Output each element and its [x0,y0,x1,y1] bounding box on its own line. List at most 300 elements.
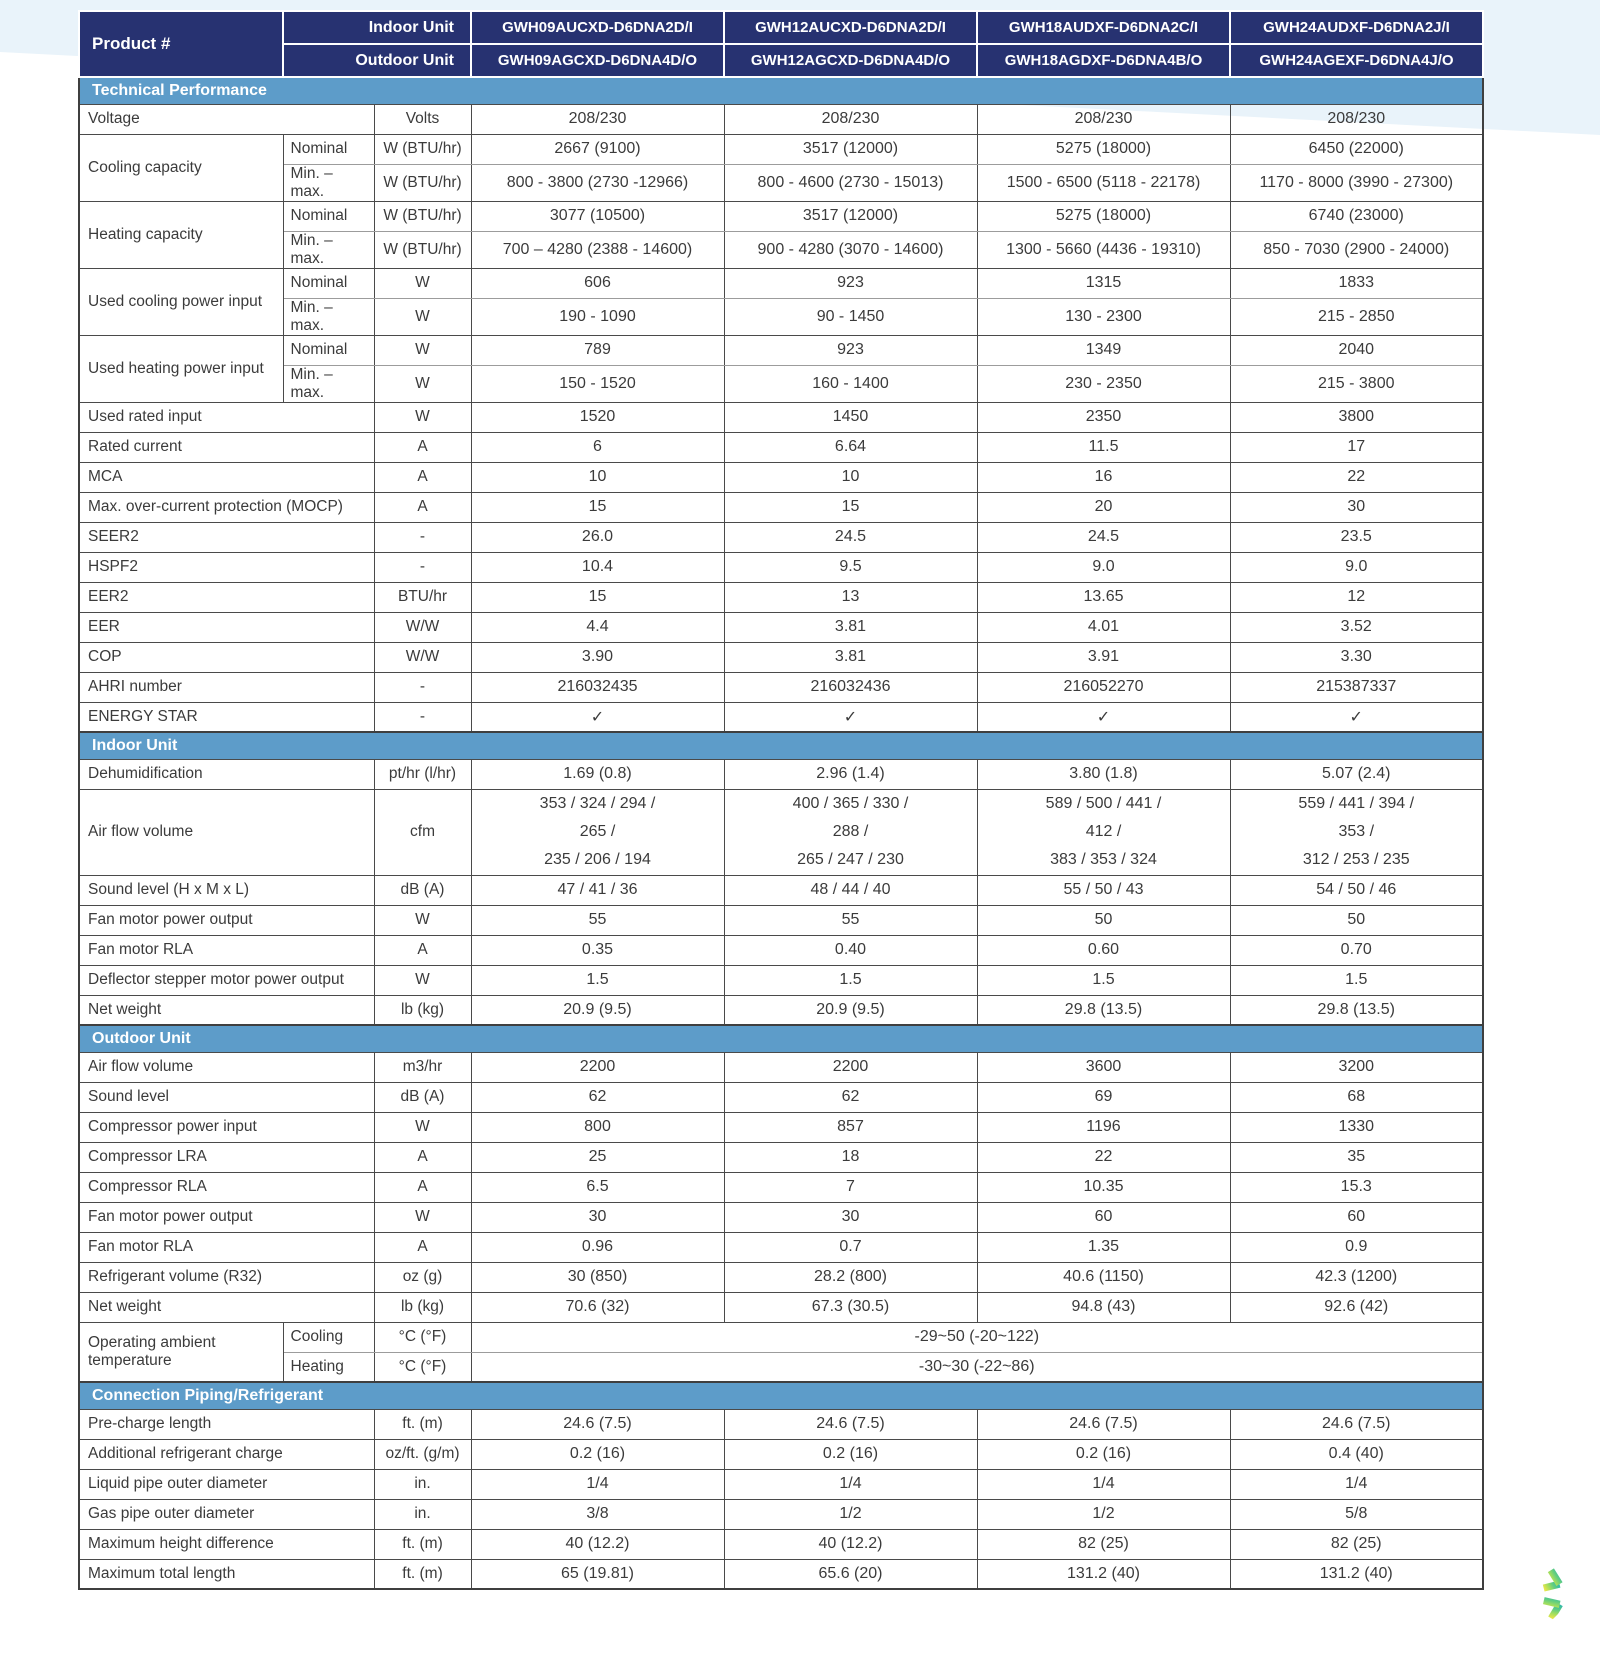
section-title: Indoor Unit [79,732,1483,759]
row-label: Dehumidification [79,759,374,789]
value-cell: 1196 [977,1112,1230,1142]
table-header [79,11,1483,77]
row-label: Used heating power input [79,335,283,402]
value-cell: 12 [1230,582,1483,612]
unit-cell: lb (kg) [374,1292,471,1322]
table-row [79,164,1483,201]
value-cell: 1450 [724,402,977,432]
table-row [79,402,1483,432]
value-cell: 1/2 [977,1499,1230,1529]
row-label: ENERGY STAR [79,702,374,732]
row-label: Fan motor RLA [79,1232,374,1262]
table-row [79,1112,1483,1142]
value-cell: 800 [471,1112,724,1142]
unit-cell: °C (°F) [374,1322,471,1352]
value-cell: 9.0 [1230,552,1483,582]
value-cell: 923 [724,268,977,298]
value-cell: 10 [724,462,977,492]
value-cell: 3.81 [724,642,977,672]
section-header-row [79,77,1483,104]
value-cell: 3517 (12000) [724,134,977,164]
unit-cell: - [374,552,471,582]
value-cell: 13.65 [977,582,1230,612]
value-cell: 0.9 [1230,1232,1483,1262]
unit-cell: ft. (m) [374,1559,471,1589]
value-cell: 3200 [1230,1052,1483,1082]
value-cell: 6.5 [471,1172,724,1202]
value-cell: 0.40 [724,935,977,965]
value-cell: 150 - 1520 [471,365,724,402]
value-cell: 2200 [724,1052,977,1082]
value-cell: 50 [977,905,1230,935]
table-row [79,1082,1483,1112]
value-cell: 48 / 44 / 40 [724,875,977,905]
value-cell: 24.5 [724,522,977,552]
value-cell: 24.6 (7.5) [724,1409,977,1439]
value-cell: 1/4 [471,1469,724,1499]
value-cell: 60 [977,1202,1230,1232]
value-cell: 24.6 (7.5) [471,1409,724,1439]
row-label: Compressor RLA [79,1172,374,1202]
row-sublabel: Nominal [283,134,374,164]
row-label: Used cooling power input [79,268,283,335]
row-label: Rated current [79,432,374,462]
unit-cell: m3/hr [374,1052,471,1082]
indoor-model-3: GWH18AUDXF-D6DNA2C/I [977,11,1230,44]
value-cell: 82 (25) [1230,1529,1483,1559]
unit-cell: oz (g) [374,1262,471,1292]
value-cell: 800 - 4600 (2730 - 15013) [724,164,977,201]
unit-cell: A [374,462,471,492]
table-row [79,905,1483,935]
table-row [79,492,1483,522]
value-cell: ✓ [977,702,1230,732]
value-cell [724,789,977,875]
unit-cell: ft. (m) [374,1529,471,1559]
table-row [79,134,1483,164]
value-cell: 900 - 4280 (3070 - 14600) [724,231,977,268]
row-label: Additional refrigerant charge [79,1439,374,1469]
table-row [79,1172,1483,1202]
table-row [79,1232,1483,1262]
section-title: Technical Performance [79,77,1483,104]
value-cell: 1.5 [977,965,1230,995]
value-line: 589 / 500 / 441 / [1045,795,1162,812]
snowflake-sun-logo [1524,1534,1600,1654]
unit-cell: A [374,935,471,965]
row-label: COP [79,642,374,672]
unit-cell: W [374,298,471,335]
value-cell: 215387337 [1230,672,1483,702]
value-cell: 6740 (23000) [1230,201,1483,231]
value-cell: 2667 (9100) [471,134,724,164]
value-cell: 0.60 [977,935,1230,965]
unit-cell: W [374,365,471,402]
section-title: Outdoor Unit [79,1025,1483,1052]
value-cell: 24.5 [977,522,1230,552]
value-cell: 40.6 (1150) [977,1262,1230,1292]
row-label: Fan motor power output [79,905,374,935]
value-cell: 923 [724,335,977,365]
value-cell: 15 [471,492,724,522]
unit-cell: W [374,905,471,935]
row-label: Gas pipe outer diameter [79,1499,374,1529]
value-cell: 10.35 [977,1172,1230,1202]
value-line: 312 / 253 / 235 [1302,851,1410,868]
value-cell: 9.0 [977,552,1230,582]
value-cell: 26.0 [471,522,724,552]
row-label: Heating capacity [79,201,283,268]
unit-cell: pt/hr (l/hr) [374,759,471,789]
value-cell: 1.5 [1230,965,1483,995]
row-label: Refrigerant volume (R32) [79,1262,374,1292]
value-cell: 65.6 (20) [724,1559,977,1589]
value-cell: 92.6 (42) [1230,1292,1483,1322]
row-label: Air flow volume [79,1052,374,1082]
value-cell: 2350 [977,402,1230,432]
value-cell: 0.70 [1230,935,1483,965]
value-cell: 54 / 50 / 46 [1230,875,1483,905]
value-cell: 65 (19.81) [471,1559,724,1589]
unit-cell: W/W [374,612,471,642]
value-cell: 42.3 (1200) [1230,1262,1483,1292]
value-cell: 0.2 (16) [977,1439,1230,1469]
indoor-model-2: GWH12AUCXD-D6DNA2D/I [724,11,977,44]
value-cell: 24.6 (7.5) [977,1409,1230,1439]
unit-cell: W [374,1202,471,1232]
row-label: EER [79,612,374,642]
value-cell: 40 (12.2) [724,1529,977,1559]
value-cell: 3/8 [471,1499,724,1529]
value-cell: 30 [471,1202,724,1232]
unit-cell: A [374,432,471,462]
value-cell: 1349 [977,335,1230,365]
unit-cell: ft. (m) [374,1409,471,1439]
table-row [79,612,1483,642]
row-label: Sound level [79,1082,374,1112]
table-row [79,1322,1483,1352]
value-cell: 789 [471,335,724,365]
value-cell: 15 [724,492,977,522]
value-cell: 29.8 (13.5) [977,995,1230,1025]
value-cell: 850 - 7030 (2900 - 24000) [1230,231,1483,268]
value-cell: 1833 [1230,268,1483,298]
value-cell: 131.2 (40) [1230,1559,1483,1589]
value-cell: 11.5 [977,432,1230,462]
value-cell: 2.96 (1.4) [724,759,977,789]
table-row [79,1292,1483,1322]
row-label: Net weight [79,995,374,1025]
unit-cell: W/W [374,642,471,672]
value-cell: 6.64 [724,432,977,462]
value-cell: 0.96 [471,1232,724,1262]
unit-cell: W [374,402,471,432]
indoor-model-4: GWH24AUDXF-D6DNA2J/I [1230,11,1483,44]
indoor-unit-label: Indoor Unit [283,11,471,44]
table-row [79,1142,1483,1172]
unit-cell: dB (A) [374,1082,471,1112]
value-cell: 160 - 1400 [724,365,977,402]
value-cell: 29.8 (13.5) [1230,995,1483,1025]
table-row [79,268,1483,298]
value-cell: 30 (850) [471,1262,724,1292]
row-label: EER2 [79,582,374,612]
value-cell: 215 - 3800 [1230,365,1483,402]
value-cell: 15 [471,582,724,612]
unit-cell: A [374,1172,471,1202]
value-cell: 131.2 (40) [977,1559,1230,1589]
value-cell: 3800 [1230,402,1483,432]
value-cell: 1500 - 6500 (5118 - 22178) [977,164,1230,201]
section-header-row [79,732,1483,759]
value-cell: 1/2 [724,1499,977,1529]
unit-cell: W (BTU/hr) [374,134,471,164]
value-cell: 1330 [1230,1112,1483,1142]
outdoor-model-2: GWH12AGCXD-D6DNA4D/O [724,44,977,77]
table-row [79,1499,1483,1529]
unit-cell: - [374,702,471,732]
row-label: AHRI number [79,672,374,702]
value-cell: 60 [1230,1202,1483,1232]
unit-cell: A [374,1232,471,1262]
row-label: Compressor power input [79,1112,374,1142]
table-row [79,1439,1483,1469]
value-cell: 1170 - 8000 (3990 - 27300) [1230,164,1483,201]
value-cell: 3.81 [724,612,977,642]
value-cell: 1/4 [977,1469,1230,1499]
table-row [79,298,1483,335]
value-cell: 230 - 2350 [977,365,1230,402]
value-cell: 5275 (18000) [977,201,1230,231]
value-cell: ✓ [724,702,977,732]
value-cell: 82 (25) [977,1529,1230,1559]
value-cell: 0.2 (16) [471,1439,724,1469]
table-row [79,1409,1483,1439]
value-cell: 190 - 1090 [471,298,724,335]
table-row [79,432,1483,462]
value-cell: ✓ [1230,702,1483,732]
value-cell: 208/230 [471,104,724,134]
row-label: Deflector stepper motor power output [79,965,374,995]
row-label: Liquid pipe outer diameter [79,1469,374,1499]
unit-cell: W (BTU/hr) [374,164,471,201]
row-label: Compressor LRA [79,1142,374,1172]
value-cell: 1520 [471,402,724,432]
value-cell: 3077 (10500) [471,201,724,231]
value-cell: 20.9 (9.5) [471,995,724,1025]
value-cell: 15.3 [1230,1172,1483,1202]
unit-cell: cfm [374,789,471,875]
value-cell: 13 [724,582,977,612]
value-cell: 7 [724,1172,977,1202]
table-row [79,672,1483,702]
value-cell: ✓ [471,702,724,732]
value-cell: 16 [977,462,1230,492]
value-cell: 35 [1230,1142,1483,1172]
table-row [79,104,1483,134]
value-cell: 50 [1230,905,1483,935]
value-cell: 55 [724,905,977,935]
value-cell: 1/4 [724,1469,977,1499]
unit-cell: BTU/hr [374,582,471,612]
value-line: 559 / 441 / 394 / [1298,795,1415,812]
row-sublabel: Nominal [283,268,374,298]
section-indoor-unit [79,732,1483,1025]
value-line: 288 / [832,823,869,840]
table-row [79,1202,1483,1232]
row-label: Operating ambient temperature [79,1322,283,1382]
value-line: 383 / 353 / 324 [1050,851,1157,868]
value-cell: 3600 [977,1052,1230,1082]
value-cell: 800 - 3800 (2730 -12966) [471,164,724,201]
unit-cell: W [374,335,471,365]
unit-cell: A [374,1142,471,1172]
product-number-header: Product # [79,11,283,77]
unit-cell: W [374,965,471,995]
row-sublabel: Min. – max. [283,231,374,268]
value-cell: 55 [471,905,724,935]
table-row [79,522,1483,552]
outdoor-model-4: GWH24AGEXF-D6DNA4J/O [1230,44,1483,77]
row-label: Maximum height difference [79,1529,374,1559]
unit-cell: in. [374,1469,471,1499]
unit-cell: W (BTU/hr) [374,231,471,268]
value-cell: 70.6 (32) [471,1292,724,1322]
value-cell [471,789,724,875]
value-cell: 62 [724,1082,977,1112]
unit-cell: dB (A) [374,875,471,905]
value-line: 400 / 365 / 330 / [792,795,909,812]
value-cell: 10 [471,462,724,492]
table-row [79,759,1483,789]
value-cell [977,789,1230,875]
row-label: Sound level (H x M x L) [79,875,374,905]
value-cell: 1.5 [471,965,724,995]
value-cell: 94.8 (43) [977,1292,1230,1322]
row-sublabel: Cooling [283,1322,374,1352]
value-cell: 208/230 [1230,104,1483,134]
table-row [79,995,1483,1025]
value-cell: 0.2 (16) [724,1439,977,1469]
value-line: 353 / [1338,823,1375,840]
value-cell: 30 [1230,492,1483,522]
value-cell: 28.2 (800) [724,1262,977,1292]
value-cell: 1.35 [977,1232,1230,1262]
value-cell: 606 [471,268,724,298]
value-cell: 208/230 [977,104,1230,134]
row-label: Used rated input [79,402,374,432]
value-cell: 1/4 [1230,1469,1483,1499]
value-cell: 2040 [1230,335,1483,365]
value-cell: 55 / 50 / 43 [977,875,1230,905]
value-cell: 700 – 4280 (2388 - 14600) [471,231,724,268]
table-row [79,875,1483,905]
value-cell: 3.80 (1.8) [977,759,1230,789]
value-cell: 0.4 (40) [1230,1439,1483,1469]
value-cell: 6450 (22000) [1230,134,1483,164]
indoor-model-1: GWH09AUCXD-D6DNA2D/I [471,11,724,44]
unit-cell: - [374,522,471,552]
value-cell: 215 - 2850 [1230,298,1483,335]
row-label: Pre-charge length [79,1409,374,1439]
value-cell: 216032436 [724,672,977,702]
value-cell: 208/230 [724,104,977,134]
row-sublabel: Heating [283,1352,374,1382]
product-spec-table [78,10,1484,1590]
section-outdoor-unit [79,1025,1483,1382]
value-cell: 62 [471,1082,724,1112]
table-row [79,552,1483,582]
value-cell: 216032435 [471,672,724,702]
value-cell: 3.30 [1230,642,1483,672]
value-cell [1230,789,1483,875]
value-line: 235 / 206 / 194 [544,851,651,868]
unit-cell: in. [374,1499,471,1529]
row-label: Air flow volume [79,789,374,875]
row-sublabel: Min. – max. [283,365,374,402]
table-row [79,582,1483,612]
table-row [79,365,1483,402]
unit-cell: oz/ft. (g/m) [374,1439,471,1469]
value-cell: 0.7 [724,1232,977,1262]
value-cell: 90 - 1450 [724,298,977,335]
value-cell: 10.4 [471,552,724,582]
table-row [79,1352,1483,1382]
value-cell: 25 [471,1142,724,1172]
row-label: Cooling capacity [79,134,283,201]
outdoor-unit-label: Outdoor Unit [283,44,471,77]
value-cell: 68 [1230,1082,1483,1112]
value-cell: 3.91 [977,642,1230,672]
value-cell: 67.3 (30.5) [724,1292,977,1322]
unit-cell: - [374,672,471,702]
value-cell: 17 [1230,432,1483,462]
value-cell: 1315 [977,268,1230,298]
row-sublabel: Min. – max. [283,164,374,201]
table-row [79,462,1483,492]
value-cell: 216052270 [977,672,1230,702]
value-cell: 5/8 [1230,1499,1483,1529]
merged-value-cell: -30~30 (-22~86) [471,1352,1483,1382]
table-row [79,1052,1483,1082]
value-cell: 47 / 41 / 36 [471,875,724,905]
row-label: SEER2 [79,522,374,552]
value-cell: 6 [471,432,724,462]
row-label: Fan motor power output [79,1202,374,1232]
table-row [79,1529,1483,1559]
row-label: Voltage [79,104,374,134]
table-row [79,231,1483,268]
value-cell: 1.5 [724,965,977,995]
value-cell: 4.4 [471,612,724,642]
unit-cell: °C (°F) [374,1352,471,1382]
value-cell: 22 [1230,462,1483,492]
value-cell: 3517 (12000) [724,201,977,231]
value-cell: 40 (12.2) [471,1529,724,1559]
section-technical-performance [79,77,1483,732]
value-cell: 2200 [471,1052,724,1082]
value-cell: 24.6 (7.5) [1230,1409,1483,1439]
value-line: 353 / 324 / 294 / [539,795,656,812]
value-cell: 4.01 [977,612,1230,642]
value-cell: 3.90 [471,642,724,672]
value-cell: 857 [724,1112,977,1142]
value-cell: 1300 - 5660 (4436 - 19310) [977,231,1230,268]
table-row [79,201,1483,231]
row-label: MCA [79,462,374,492]
table-row [79,965,1483,995]
unit-cell: Volts [374,104,471,134]
